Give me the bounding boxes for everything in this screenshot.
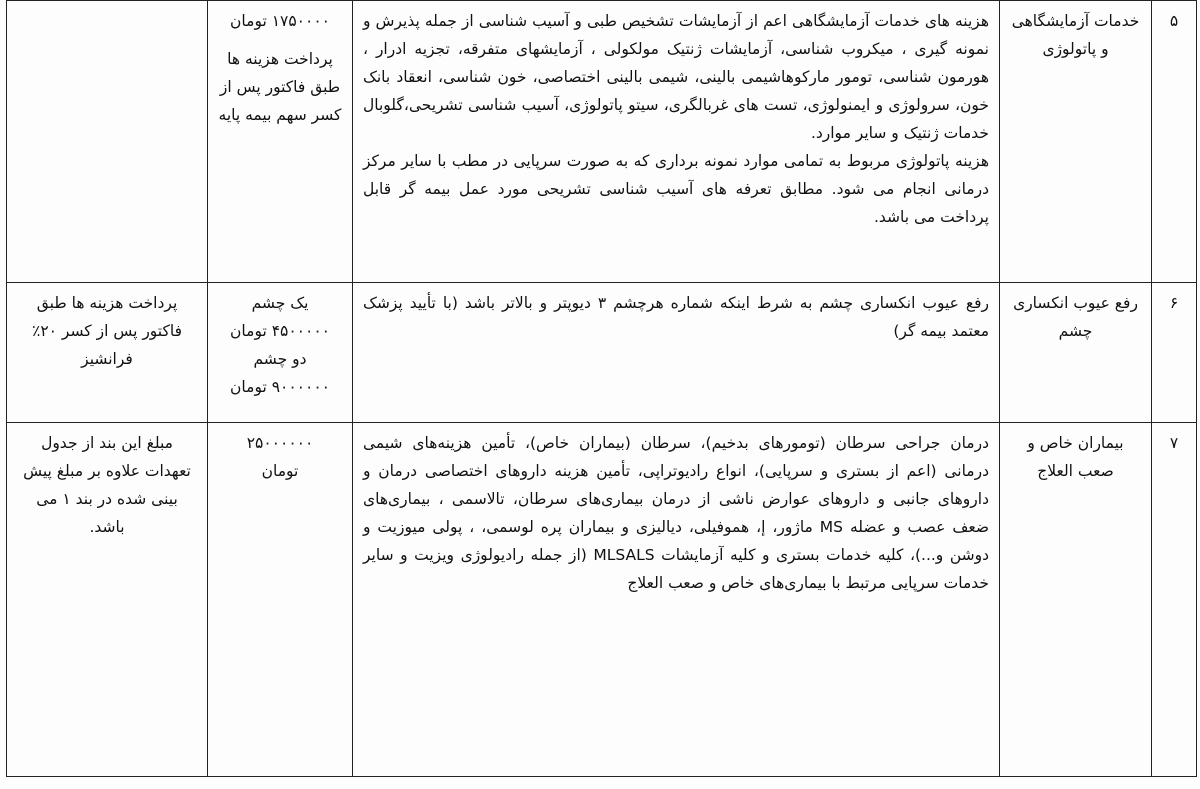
notes-cell — [7, 423, 208, 777]
coverage-amount-line: یک چشم — [251, 294, 309, 312]
row-number-cell — [1152, 423, 1197, 777]
service-title: بیماران خاص و صعب العلاج — [1027, 434, 1124, 480]
row-number-cell — [1152, 1, 1197, 283]
service-description-paragraph: هزینه پاتولوژی مربوط به تمامی موارد نمونه برداری که به صورت سرپایی در مطب با سایر مرکز درمانی انجام می شود. مطابق تعرفه های آسیب شناسی تشریحی مورد عمل بیمه گر قابل پرداخت می باشد. — [363, 152, 989, 226]
coverage-amount-line: ۴۵۰۰۰۰۰ تومان — [230, 322, 330, 340]
service-description-cell — [353, 283, 1000, 423]
notes-text: مبلغ این بند از جدول تعهدات علاوه بر مبلغ پیش بینی شده در بند ۱ می باشد. — [23, 434, 191, 536]
service-description-paragraph: درمان جراحی سرطان (تومورهای بدخیم)، سرطان (بیماران خاص)، تأمین هزینه‌های شیمی درمانی (اعم از بستری و سرپایی)، انواع رادیوتراپی، تأمین هزینه داروهای اختصاصی درمان و داروهای جانبی و داروهای عوارض ناشی از درمان بیماری‌های سرطان، تالاسمی ، بیماری‌های ضعف عصب و عضله MS ماژور، إ، هموفیلی، دیالیزی و بیماران پره لوسمی، ، پولی میوزیت و دوشن و...)، کلیه خدمات بستری و کلیه آزمایشات MLSALS (از جمله رادیولوژی ویزیت و سایر خدمات سرپایی مرتبط با بیماری‌های خاص و صعب العلاج — [363, 434, 989, 592]
row-number-cell — [1152, 283, 1197, 423]
payment-terms: پرداخت هزینه ها طبق فاکتور پس از کسر سهم بیمه پایه — [218, 50, 342, 124]
row-number: ۷ — [1169, 434, 1179, 452]
coverage-amount-line: ۹۰۰۰۰۰۰ تومان — [230, 378, 330, 396]
coverage-amount-cell — [208, 423, 353, 777]
coverage-amount-cell — [208, 1, 353, 283]
service-description-cell — [353, 423, 1000, 777]
coverage-amount: ۱۷۵۰۰۰۰ تومان — [230, 12, 330, 30]
table-row — [7, 1, 1197, 283]
service-title: خدمات آزمایشگاهی و پاتولوژی — [1011, 12, 1140, 58]
service-title-cell — [1000, 283, 1152, 423]
service-title-cell — [1000, 1, 1152, 283]
table-row — [7, 283, 1197, 423]
notes-cell — [7, 283, 208, 423]
notes-text: پرداخت هزینه ها طبق فاکتور پس از کسر ۲۰٪ فرانشیز — [32, 294, 182, 368]
row-number: ۵ — [1169, 12, 1179, 30]
coverage-amount-line: ۲۵۰۰۰۰۰۰ — [246, 434, 314, 452]
service-title: رفع عیوب انکساری چشم — [1013, 294, 1138, 340]
insurance-coverage-table — [6, 0, 1197, 777]
coverage-amount-line: دو چشم — [253, 350, 307, 368]
coverage-amount-line: تومان — [261, 462, 299, 480]
service-title-cell — [1000, 423, 1152, 777]
row-number: ۶ — [1169, 294, 1179, 312]
service-description-paragraph: هزینه های خدمات آزمایشگاهی اعم از آزمایشات تشخیص طبی و آسیب شناسی از جمله پذیرش و نمونه گیری ، میکروب شناسی، آزمایشات ژنتیک مولکولی ، آزمایشهای متفرقه، تجزیه ادرار ، هورمون شناسی، تومور مارکوهاشیمی بالینی، شیمی بالینی اختصاصی، خون شناسی، انعقاد بانک خون، سرولوژی و ایمنولوژی، تست های غربالگری، سیتو پاتولوژی، آسیب شناسی تشریحی،گلوبال خدمات ژنتیک و سایر موارد. — [363, 12, 989, 142]
notes-cell — [7, 1, 208, 283]
coverage-amount-cell — [208, 283, 353, 423]
service-description-cell — [353, 1, 1000, 283]
service-description-paragraph: رفع عیوب انکساری چشم به شرط اینکه شماره هرچشم ۳ دیوپتر و بالاتر باشد (با تأیید پزشک معتمد بیمه گر) — [363, 294, 989, 340]
table-row — [7, 423, 1197, 777]
spacer — [218, 35, 342, 45]
